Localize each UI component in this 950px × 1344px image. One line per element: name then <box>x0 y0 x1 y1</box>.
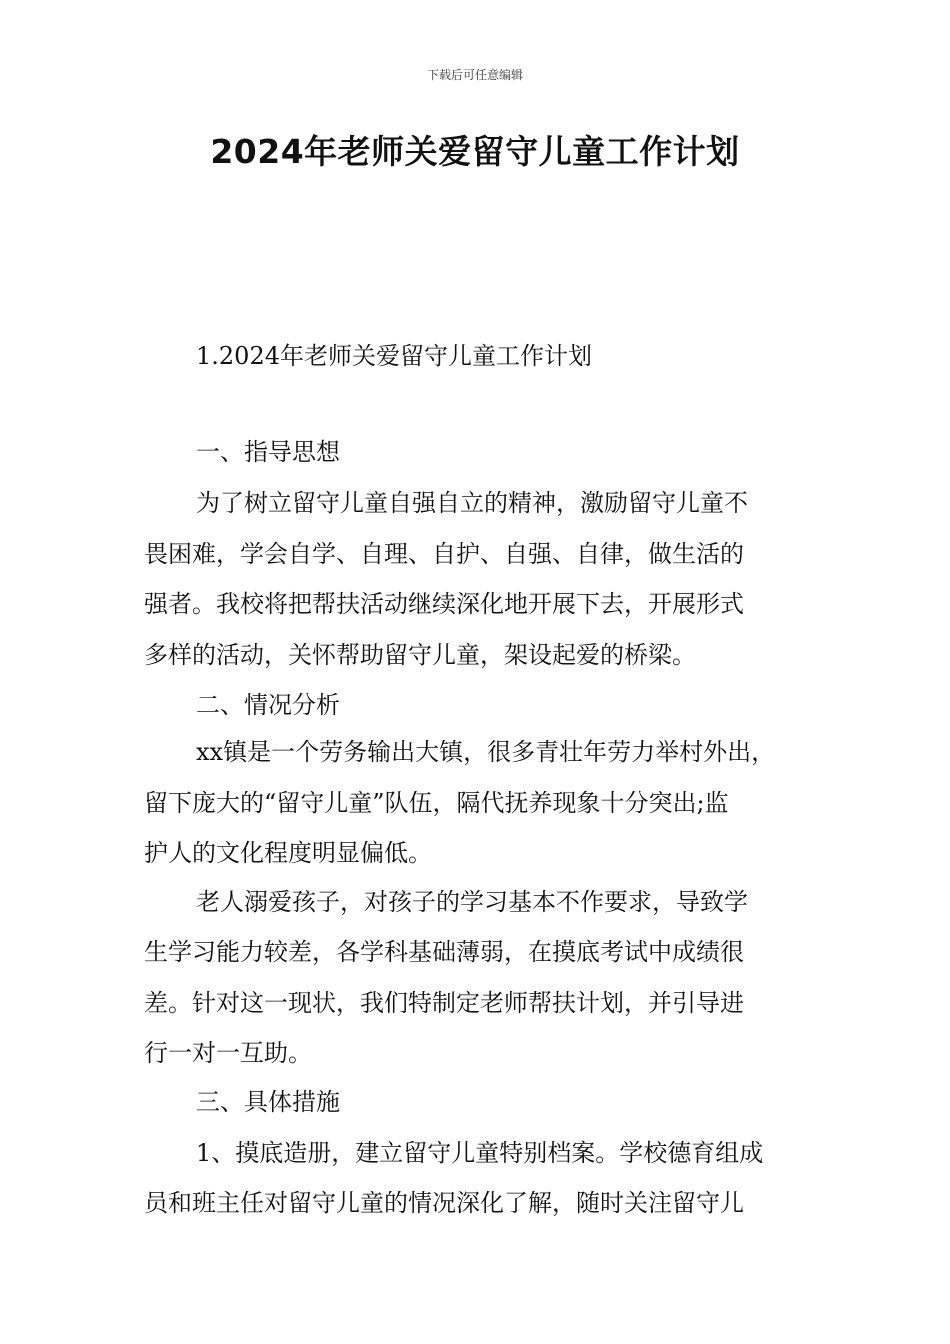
paragraph-line: 老人溺爱孩子，对孩子的学习基本不作要求，导致学 <box>196 888 748 916</box>
paragraph-line: 员和班主任对留守儿童的情况深化了解，随时关注留守儿 <box>144 1189 744 1217</box>
paragraph-line: 差。针对这一现状，我们特制定老师帮扶计划，并引导进 <box>144 989 744 1017</box>
paragraph-line: 畏困难，学会自学、自理、自护、自强、自律，做生活的 <box>144 540 744 568</box>
section-heading-specific-measures: 三、具体措施 <box>196 1088 340 1116</box>
document-title: 2024年老师关爱留守儿童工作计划 <box>210 132 740 171</box>
paragraph-line: 生学习能力较差，各学科基础薄弱，在摸底考试中成绩很 <box>144 938 744 966</box>
paragraph-line: 护人的文化程度明显偏低。 <box>144 839 432 867</box>
header-note: 下载后可任意编辑 <box>426 68 523 82</box>
subtitle: 1.2024年老师关爱留守儿童工作计划 <box>196 342 592 370</box>
section-heading-situation-analysis: 二、情况分析 <box>196 691 340 719</box>
paragraph-line: 为了树立留守儿童自强自立的精神，激励留守儿童不 <box>196 489 748 517</box>
section-heading-guiding-thought: 一、指导思想 <box>196 438 340 466</box>
paragraph-line: xx镇是一个劳务输出大镇，很多青壮年劳力举村外出， <box>196 738 776 766</box>
paragraph-line: 留下庞大的“留守儿童”队伍，隔代抚养现象十分突出;监 <box>144 789 729 817</box>
paragraph-line: 1、摸底造册，建立留守儿童特别档案。学校德育组成 <box>196 1139 764 1167</box>
paragraph-line: 多样的活动，关怀帮助留守儿童，架设起爱的桥梁。 <box>144 641 696 669</box>
paragraph-line: 行一对一互助。 <box>144 1039 312 1067</box>
paragraph-line: 强者。我校将把帮扶活动继续深化地开展下去，开展形式 <box>144 590 744 618</box>
